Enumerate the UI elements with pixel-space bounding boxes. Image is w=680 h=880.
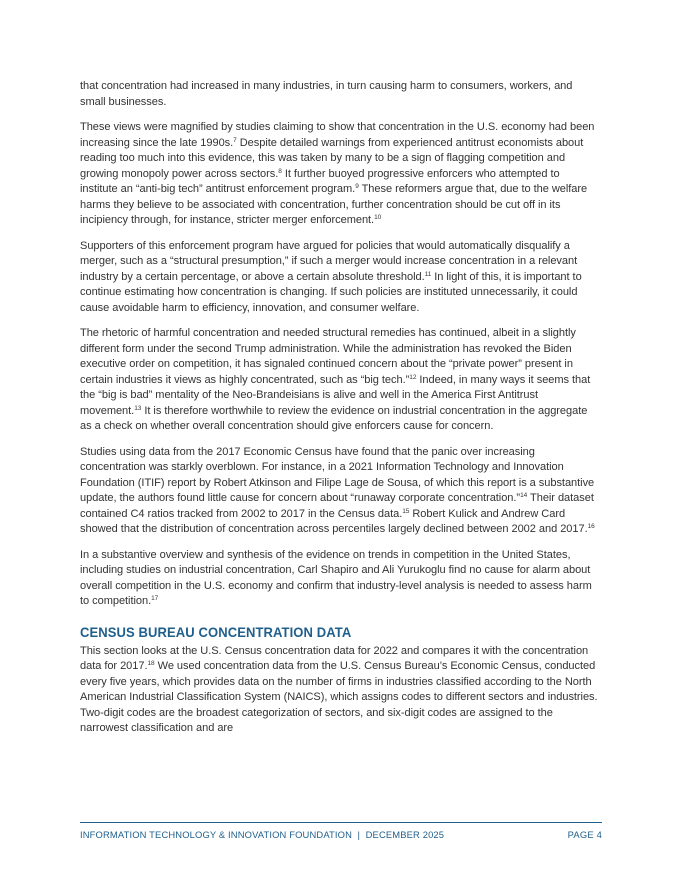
paragraph-text: Studies using data from the 2017 Economic Census have found that the panic over increasing concentration was starkly overblown. For instance, in a 2021 Information Technology and Innovation Foundation (ITIF) report by Robert Atkinson and Filipe Lage de Sousa, of which this report is a substantive update, the authors found little cause for concern about “runaway corporate concentration.” — [80, 445, 595, 504]
paragraph-text: It further buoyed progressive enforcers who attempted to institute an “anti-big tech” antitrust enforcement program. — [80, 167, 560, 195]
paragraph-text: These views were magnified by studies claiming to show that concentration in the U.S. economy had been increasing since the late 1990s. — [80, 121, 595, 149]
body-paragraph — [80, 326, 600, 435]
footer-publisher: INFORMATION TECHNOLOGY & INNOVATION FOUNDATION | DECEMBER 2025 — [80, 829, 445, 840]
footnote-ref[interactable]: 10 — [374, 214, 382, 221]
paragraph-text: that concentration had increased in many industries, in turn causing harm to consumers, workers, and small businesses. — [80, 80, 573, 108]
section-paragraph — [80, 644, 600, 737]
page-number: PAGE 4 — [567, 829, 602, 840]
footnote-ref[interactable]: 11 — [424, 270, 432, 278]
paragraph-text: Despite detailed warnings from experienced antitrust economists about reading too much into this evidence, this was taken by many to be a sign of flagging competition and growing monopoly power across sectors. — [80, 136, 584, 180]
body-paragraphs — [80, 79, 600, 610]
paragraph-text: Their dataset contained C4 ratios tracked from 2002 to 2017 in the Census data. — [80, 492, 594, 520]
paragraph-text: Indeed, in many ways it seems that the “big is bad” mentality of the Neo-Brandeisians is alive and well in the America First Antitrust movement. — [80, 373, 591, 417]
page-body — [80, 79, 600, 747]
footnote-ref[interactable]: 7 — [233, 136, 237, 144]
footnote-ref[interactable]: 18 — [147, 660, 155, 667]
page-footer — [80, 822, 602, 845]
footnote-ref[interactable]: 15 — [402, 507, 410, 515]
paragraph-text: We used concentration data from the U.S. Census Bureau’s Economic Census, conducted every five years, which provides data on the number of firms in industries classified according to the North American Industrial Classification System (NAICS), which assigns codes to different sectors and industries. Two-digit codes are the broadest categorization of sectors, and six-digit codes are assigned to the narrowest classification and are — [80, 660, 598, 734]
footnote-ref[interactable]: 9 — [355, 183, 359, 190]
section-heading: CENSUS BUREAU CONCENTRATION DATA — [80, 623, 352, 640]
paragraph-text: This section looks at the U.S. Census concentration data for 2022 and compares it with the concentration data for 2017. — [80, 644, 589, 672]
footnote-ref[interactable]: 12 — [409, 373, 417, 381]
footnote-ref[interactable]: 17 — [151, 595, 159, 602]
body-paragraph — [80, 548, 600, 610]
footnote-ref[interactable]: 8 — [278, 167, 282, 175]
paragraph-text: In a substantive overview and synthesis of the evidence on trends in competition in the United States, including studies on industrial concentration, Carl Shapiro and Ali Yurukoglu find no cause for alarm about overall competition in the U.S. economy and confirm that industry-level analysis is needed to assess harm to competition. — [80, 548, 592, 607]
paragraph-text: It is therefore worthwhile to review the evidence on industrial concentration in the aggregate as a check on whether overall concentration should give enforcers cause for concern. — [80, 404, 588, 432]
paragraph-text: The rhetoric of harmful concentration and needed structural remedies has continued, albeit in a slightly different form under the second Trump administration. While the administration has revoked the Biden executive order on competition, it has signaled continued concern about the “private power” present in certain industries it views as highly concentrated, such as “big tech.” — [80, 327, 576, 386]
paragraph-text: In light of this, it is important to continue estimating how concentration is changing. If such policies are instituted unnecessarily, it could cause avoidable harm to efficiency, innovation, and consumer welfare. — [80, 270, 582, 314]
body-paragraph — [80, 445, 600, 538]
paragraph-text: These reformers argue that, due to the welfare harms they believe to be associated with concentration, further concentration should be cut off in its incipiency through, for instance, stricter merger enforcement. — [80, 183, 588, 226]
footnote-ref[interactable]: 16 — [587, 523, 595, 530]
paragraph-text: Supporters of this enforcement program have argued for policies that would automatically disqualify a merger, such as a “structural presumption,” if such a merger would increase concentration in a relevant industry by a certain percentage, or above a certain absolute threshold. — [80, 239, 578, 283]
body-paragraph — [80, 120, 600, 229]
paragraph-text: Robert Kulick and Andrew Card showed that the distribution of concentration across percentiles largely declined between 2002 and 2017. — [80, 507, 588, 535]
footnote-ref[interactable]: 13 — [134, 404, 142, 412]
body-paragraph — [80, 239, 600, 317]
body-paragraph — [80, 79, 600, 110]
footnote-ref[interactable]: 14 — [520, 492, 528, 499]
